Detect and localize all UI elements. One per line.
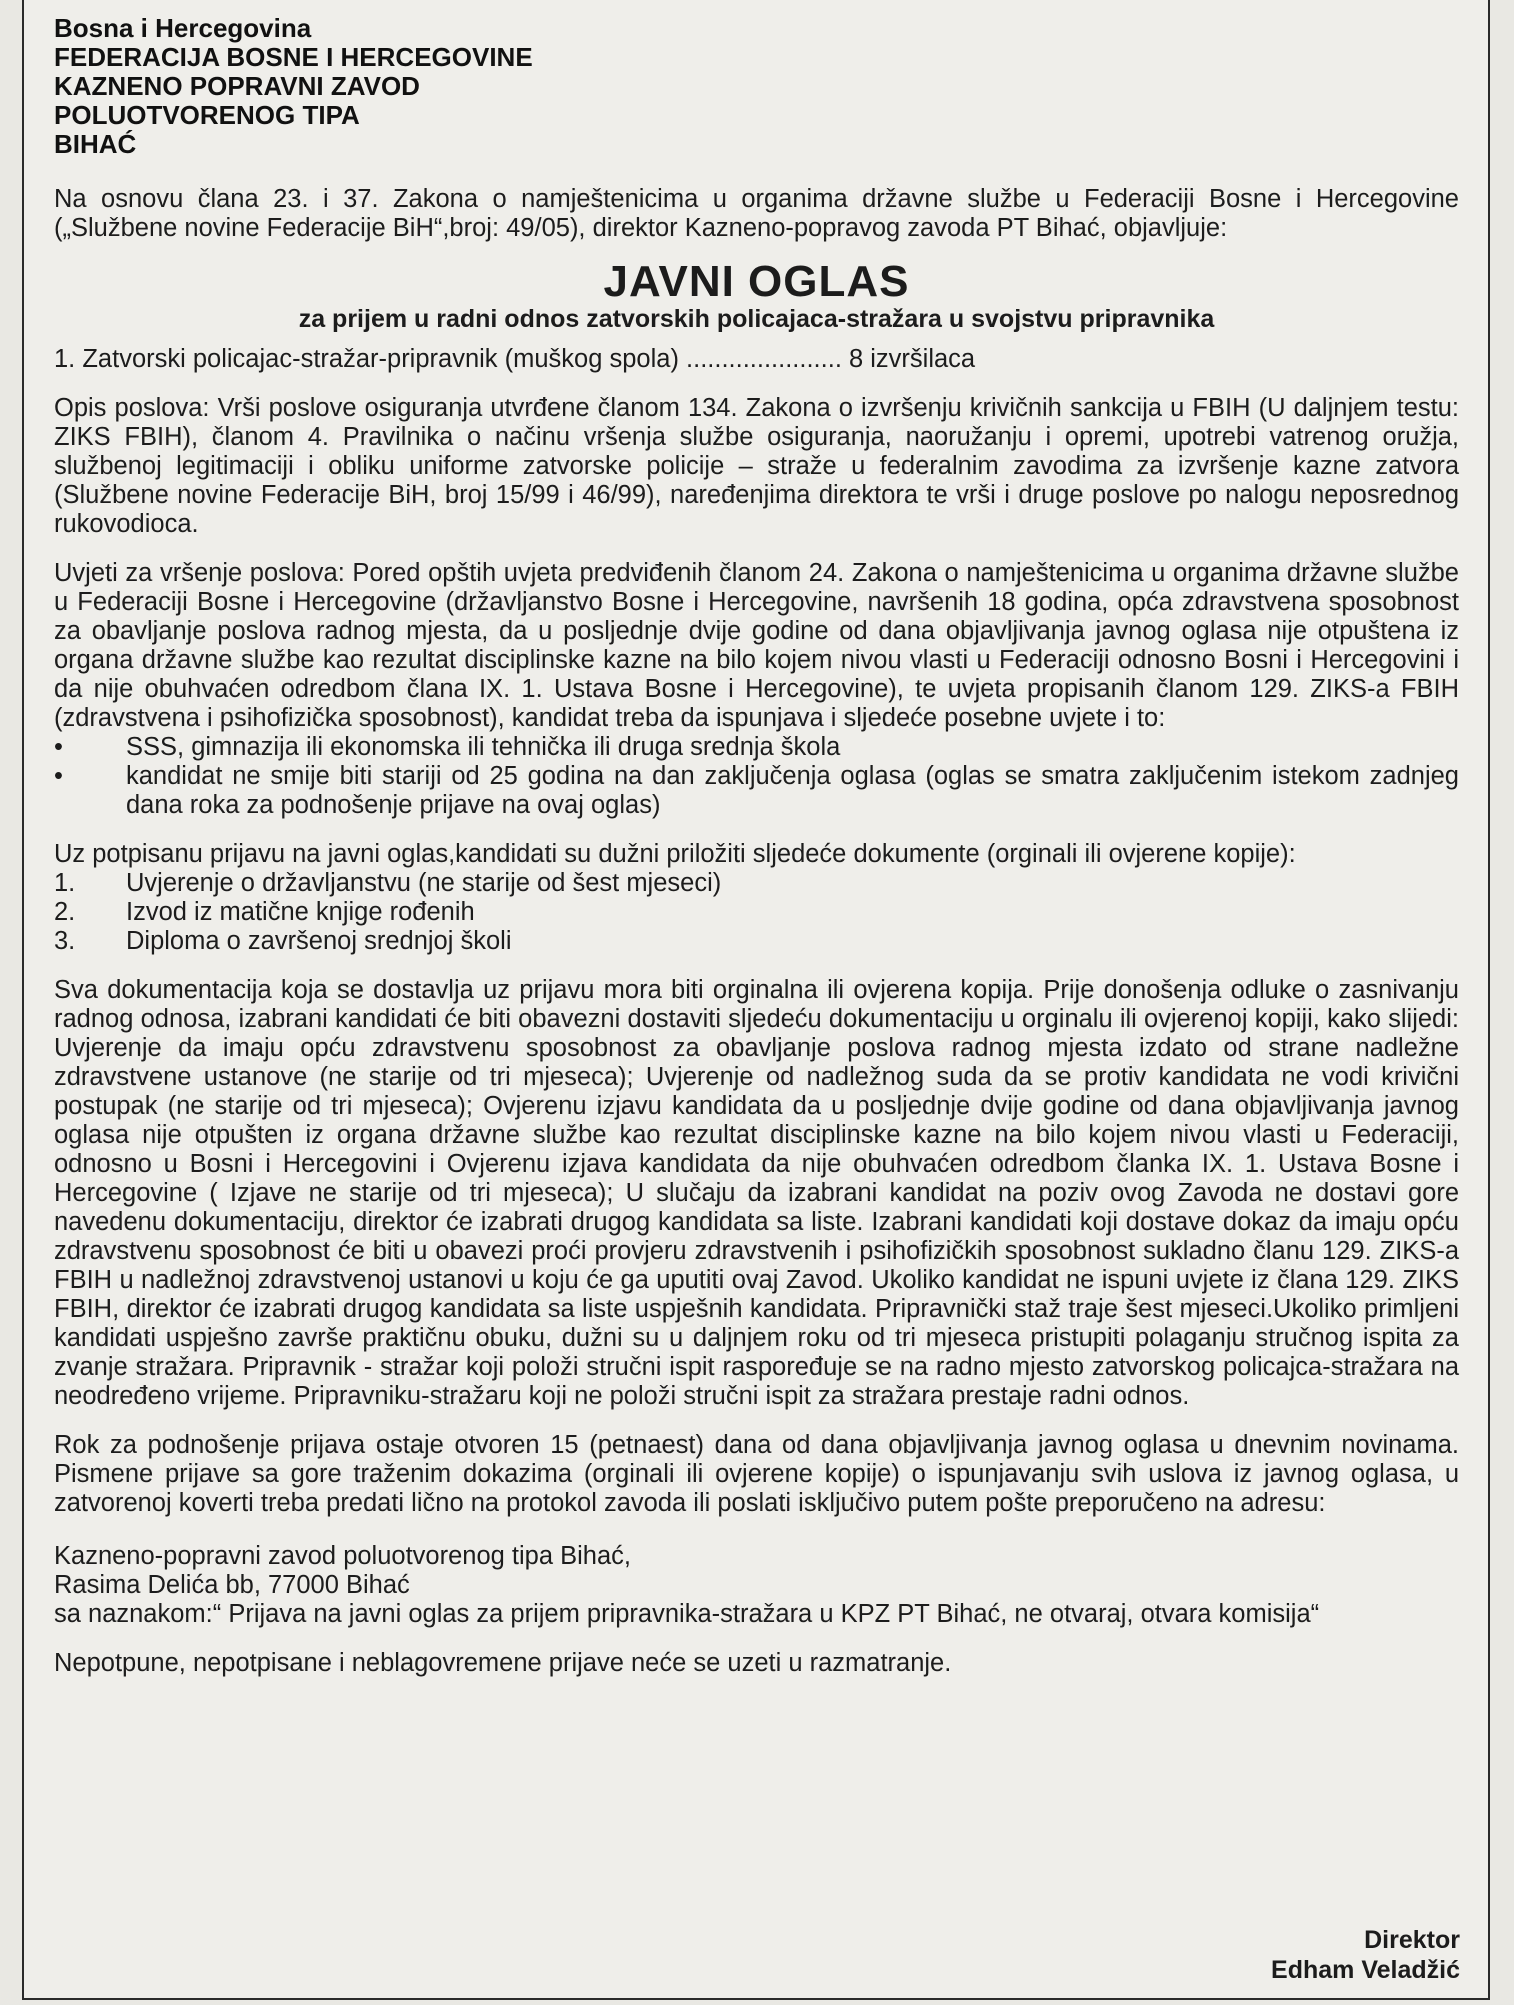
document-number: 2. bbox=[54, 898, 76, 926]
address-line: Rasima Delića bb, 77000 Bihać bbox=[54, 1571, 410, 1599]
header-line: BIHAĆ bbox=[54, 129, 137, 159]
address-note: sa naznakom:“ Prijava na javni oglas za prijem pripravnika-stražara u KPZ PT Bihać, ne otvaraj, otvara komisija“ bbox=[54, 1600, 1320, 1628]
header-line: KAZNENO POPRAVNI ZAVOD bbox=[54, 71, 420, 101]
condition-bullet bbox=[54, 733, 1459, 762]
job-description: Opis poslova: Vrši poslove osiguranja utvrđene članom 134. Zakona o izvršenju krivičnih sankcija u FBIH (U daljnjem testu: ZIKS FBIH), članom 4. Pravilnika o načinu vršenja službe osiguranja, naoružanju i opremi, upotrebi vatrenog oružja, službenoj legitimaciji i obliku uniforme zatvorske policije – straže u federalnim zavodima za izvršenje kazne zatvora (Službene novine Federacije BiH, broj 15/99 i 46/99), naređenjima direktora te vrši i druge poslove po nalogu neposrednog rukovodioca. bbox=[54, 394, 1459, 538]
institution-header bbox=[54, 14, 1459, 159]
document-text: Diploma o završenoj srednjoj školi bbox=[126, 927, 512, 955]
signature-name: Edham Veladžić bbox=[1271, 1956, 1460, 1984]
ad-subtitle: za prijem u radni odnos zatvorskih policajaca-stražara u svojstvu pripravnika bbox=[298, 305, 1215, 333]
document-item bbox=[54, 898, 1459, 927]
condition-text: SSS, gimnazija ili ekonomska ili tehnička ili druga srednja škola bbox=[126, 733, 841, 761]
ad-content bbox=[54, 14, 1459, 1678]
document-item bbox=[54, 869, 1459, 898]
signature-title: Direktor bbox=[1364, 1926, 1460, 1954]
document-item bbox=[54, 927, 1459, 956]
deadline-paragraph: Rok za podnošenje prijava ostaje otvoren 15 (petnaest) dana od dana objavljivanja javnog oglasa u dnevnim novinama. Pismene prijave sa gore traženim dokazima (orginali ili ovjerene kopije) o ispunjavanju svih uslova iz javnog oglasa, u zatvorenoj koverti treba predati lično na protokol zavoda ili poslati isključivo putem pošte preporučeno na adresu: bbox=[54, 1431, 1459, 1517]
document-text: Izvod iz matične knjige rođenih bbox=[126, 898, 475, 926]
header-line: Bosna i Hercegovina bbox=[54, 13, 312, 43]
address-block bbox=[54, 1542, 1459, 1629]
condition-text: kandidat ne smije biti stariji od 25 godina na dan zaključenja oglasa (oglas se smatra zaključenim istekom zadnjeg dana roka za podnošenje prijave na ovaj oglas) bbox=[126, 762, 1459, 819]
signature-block bbox=[1271, 1925, 1460, 1985]
documents-intro: Uz potpisanu prijavu na javni oglas,kandidati su dužni priložiti sljedeće dokumente (orginali ili ovjerene kopije): bbox=[54, 840, 1296, 868]
conditions-paragraph: Uvjeti za vršenje poslova: Pored opštih uvjeta predviđenih članom 24. Zakona o namještenicima u organima državne službe u Federaciji Bosne i Hercegovine (državljanstvo Bosne i Hercegovine, navršenih 18 godina, opća zdravstvena sposobnost za obavljanje poslova radnog mjesta, da u posljednje dvije godine od dana objavljivanja javnog oglasa nije otpuštena iz organa državne službe kao rezultat disciplinske kazne na bilo kojem nivou vlasti u Federaciji odnosno Bosni i Hercegovini i da nije obuhvaćen odredbom člana IX. 1. Ustava Bosne i Hercegovine), te uvjeta propisanih članom 129. ZIKS-a FBIH (zdravstvena i psihofizička sposobnost), kandidat treba da ispunjava i sljedeće posebne uvjete i to: bbox=[54, 559, 1459, 732]
newspaper-ad bbox=[22, 0, 1490, 2000]
condition-bullet bbox=[54, 762, 1459, 820]
bullet-marker: • bbox=[54, 733, 63, 761]
header-line: POLUOTVORENOG TIPA bbox=[54, 100, 360, 130]
document-text: Uvjerenje o državljanstvu (ne starije od šest mjeseci) bbox=[126, 869, 722, 897]
documentation-paragraph: Sva dokumentacija koja se dostavlja uz prijavu mora biti orginalna ili ovjerena kopija. Prije donošenja odluke o zasnivanju radnog odnosa, izabrani kandidati će biti obavezni dostaviti sljedeću dokumentaciju u orginalu ili ovjerenoj kopiji, kako slijedi: Uvjerenje da imaju opću zdravstvenu sposobnost za obavljanje poslova radnog mjesta izdato od strane nadležne zdravstvene ustanove (ne starije od tri mjeseca); Uvjerenje od nadležnog suda da se protiv kandidata ne vodi krivični postupak (ne starije od tri mjeseca); Ovjerenu izjavu kandidata da u posljednje dvije godine od dana objavljivanja javnog oglasa nije otpušten iz organa državne službe kao rezultat disciplinske kazne na bilo kojem nivou vlasti u Federaciji, odnosno u Bosni i Hercegovini i Ovjerenu izjava kandidata da nije obuhvaćen odredbom članka IX. 1. Ustava Bosne i Hercegovine ( Izjave ne starije od tri mjeseca); U slučaju da izabrani kandidat na poziv ovog Zavoda ne dostavi gore navedenu dokumentaciju, direktor će izabrati drugog kandidata sa liste. Izabrani kandidati koji dostave dokaz da imaju opću zdravstvenu sposobnost će biti u obavezi proći provjeru zdravstvenih i psihofizičkih sposobnost sukladno članu 129. ZIKS-a FBIH u nadležnoj zdravstvenoj ustanovi u koju će ga uputiti ovaj Zavod. Ukoliko kandidat ne ispuni uvjete iz člana 129. ZIKS FBIH, direktor će izabrati drugog kandidata sa liste uspješnih kandidata. Pripravnički staž traje šest mjeseci.Ukoliko primljeni kandidati uspješno završe praktičnu obuku, dužni su u daljnjem roku od tri mjeseca pristupiti polaganju stručnog ispita za zvanje stražara. Pripravnik - stražar koji položi stručni ispit raspoređuje se na radno mjesto zatvorskog policajca-stražara na neodređeno vrijeme. Pripravniku-stražaru koji ne položi stručni ispit za stražara prestaje radni odnos. bbox=[54, 976, 1459, 1410]
ad-title: JAVNI OGLAS bbox=[603, 257, 910, 306]
bullet-marker: • bbox=[54, 762, 63, 790]
intro-paragraph: Na osnovu člana 23. i 37. Zakona o namještenicima u organima državne službe u Federaciji Bosne i Hercegovine („Službene novine Federacije BiH“,broj: 49/05), direktor Kazneno-popravog zavoda PT Bihać, objavljuje: bbox=[54, 185, 1459, 242]
document-number: 3. bbox=[54, 927, 76, 955]
address-line: Kazneno-popravni zavod poluotvorenog tipa Bihać, bbox=[54, 1542, 631, 1570]
position-line: 1. Zatvorski policajac-stražar-pripravnik (muškog spola) ...................... 8 izvršilaca bbox=[54, 345, 976, 373]
incomplete-notice: Nepotpune, nepotpisane i neblagovremene prijave neće se uzeti u razmatranje. bbox=[54, 1649, 952, 1677]
document-number: 1. bbox=[54, 869, 76, 897]
header-line: FEDERACIJA BOSNE I HERCEGOVINE bbox=[54, 42, 533, 72]
